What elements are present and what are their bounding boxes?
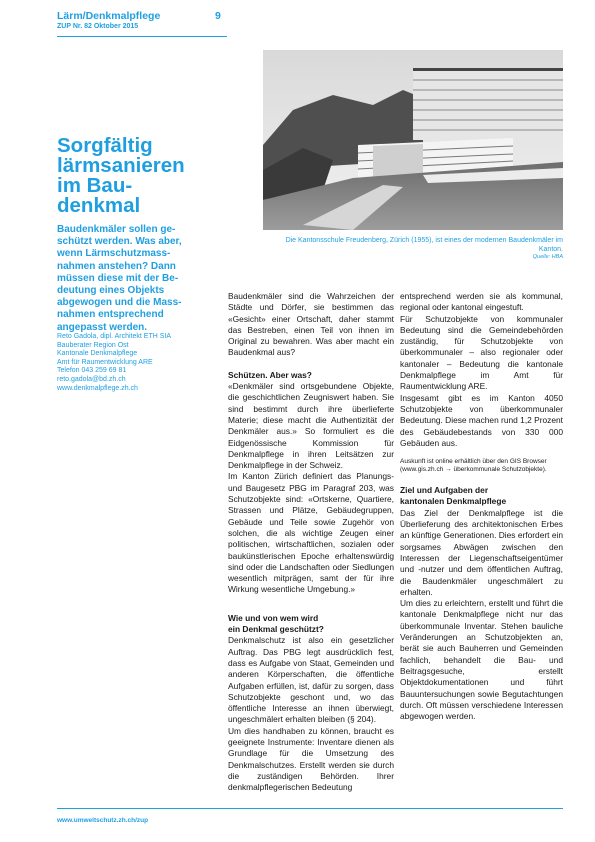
paragraph-ziel: Das Ziel der Denkmalpflege ist die Überlieferung des architektonischen Erbes an künftige Generationen. Dies erfordert ein sorgsames Abwägen zwischen den Interessen der Liegenschaftseigentümer und -nutzer und dem öffentlichen Auftrag, die Baudenkmäler ungeschmälert zu erhalten. [400,507,563,597]
photo-source: Quelle: HBA [532,254,563,260]
paragraph-zustaendigkeit: Für Schutzobjekte von kommunaler Bedeutung sind die Gemeindebehörden zuständig, für Schutzobjekte von überkommunaler – also regionaler oder kantonaler – Bedeutung die kantonale Denkmalpflege im Amt für Raumentwicklung ARE. [400,313,563,392]
subheading-schuetzen: Schützen. Aber was? [228,369,312,380]
author-phone: Telefon 043 259 69 81 [57,367,127,375]
paragraph-instrumente: Um dies handhaben zu können, braucht es geeignete Instrumente: Inventare dienen als Grundlage für die Umsetzung des Denkmalschutzes. Erstellt werden sie durch die zuständigen Behörden. Ihrer denkmalpflegerischen Bedeutung [228,725,394,793]
header-rule [57,36,227,37]
author-block [57,333,227,393]
subheading-wie-wird-geschuetzt: Wie und von wem wird ein Denkmal geschützt? [228,612,324,635]
paragraph-pbg: Im Kanton Zürich definiert das Planungs- und Baugesetz PBG im Paragraf 203, was Schutzobjekte sind: «Ortskerne, Quartiere, Strassen und Plätze, Gebäudegruppen, Gebäude und Teile sowie Zugehör von solchen, die als wichtige Zeugen einer politischen, wirtschaftlichen, sozialen oder baukünstlerischen Epoche erhaltenswürdig sind oder die Landschaften oder Siedlungen wesentlich mitprägen, samt der für ihre Wirkung wesentliche Umgebung.» [228,471,394,595]
paragraph-definition: «Denkmäler sind ortsgebundene Objekte, die geschichtlichen Zeugniswert haben. Sie sind bestimmt durch ihre überlieferte Materie; diese macht die Authentizität der Denkmäler aus.» So formuliert es die Eidgenössische Kommission für Denkmalpflege in ihren Leitsätzen zur Denkmalpflege in der Schweiz. [228,381,394,471]
building-photo-illustration [263,50,563,230]
author-role: Bauberater Region Ost [57,341,129,349]
author-email[interactable]: reto.gadola@bd.zh.ch [57,375,126,383]
intro-paragraph: Baudenkmäler sind die Wahrzeichen der Städte und Dörfer, sie bestimmen das «Gesicht» einer Ortschaft, daher stammt das Bestreben, einen Teil von ihnen im Original zu bewahren. Was aber macht ein Baudenkmal aus? [228,291,394,358]
issue-label: ZUP Nr. 82 Oktober 2015 [57,23,139,30]
article-lead: Baudenkmäler sollen ge- schützt werden. Was aber, wenn Lärmschutzmass- nahmen anstehen? Dann müssen diese mit der Be- deutung eines Objekts abgewogen und die Mass- nahmen entsprechend angepasst werden. [57,224,182,333]
author-office: Kantonale Denkmalpflege [57,350,138,358]
article-title: Sorgfältig lärmsanieren im Bau- denkmal [57,134,185,217]
page-number: 9 [215,10,221,22]
author-department: Amt für Raumentwicklung ARE [57,358,153,366]
paragraph-aufgaben: Um dies zu erleichtern, erstellt und führt die kantonale Denkmalpflege nicht nur das überkommunale Inventar. Stehen bauliche Veränderungen an Schutzobjekten an, berät sie auch Bauherren und Gemeinden fachlich, behandelt die Bau- und Beitragsgesuche, erstellt Objektdokumentationen und führt Bauuntersuchungen sowie Begutachtungen durch. Oft müssen verschiedene Interessen abgewogen werden. [400,598,563,722]
subheading-ziel-aufgaben: Ziel und Aufgaben der kantonalen Denkmalpflege [400,485,507,507]
body-column-2 [400,291,563,722]
gis-note: Auskunft ist online erhältlich über den GIS Browser (www.gis.zh.ch → überkommunale Schutzobjekte). [400,458,547,474]
body-column-1 [228,291,394,793]
paragraph-gesetz: Denkmalschutz ist also ein gesetzlicher Auftrag. Das PBG legt ausdrücklich fest, dass es Aufgabe von Staat, Gemeinden und anderen Körperschaften, die öffentliche Aufgaben erfüllen, ist, dafür zu sorgen, dass Schutzobjekte geschont und, wo das öffentliche Interesse an ihnen überwiegt, ungeschmälert erhalten bleiben (§ 204). [228,635,394,725]
author-name: Reto Gadola, dipl. Architekt ETH SIA [57,333,171,340]
author-website[interactable]: www.denkmalpflege.zh.ch [57,384,138,392]
paragraph-instrumente-continued: entsprechend werden sie als kommunal, regional oder kantonal eingestuft. [400,291,563,313]
photo-caption: Die Kantonsschule Freudenberg, Zürich (1955), ist eines der modernen Baudenkmäler im Kanton. [285,237,563,253]
section-title: Lärm/Denkmalpflege [57,10,161,22]
footer-rule [57,808,563,809]
paragraph-anzahl: Insgesamt gibt es im Kanton 4050 Schutzobjekte von überkommunaler Bedeutung. Diese machen rund 1,2 Prozent des Gebäudebestands von 330 000 Gebäuden aus. [400,392,563,448]
building-photo [263,50,563,230]
footer-url[interactable]: www.umweltschutz.zh.ch/zup [57,817,149,824]
